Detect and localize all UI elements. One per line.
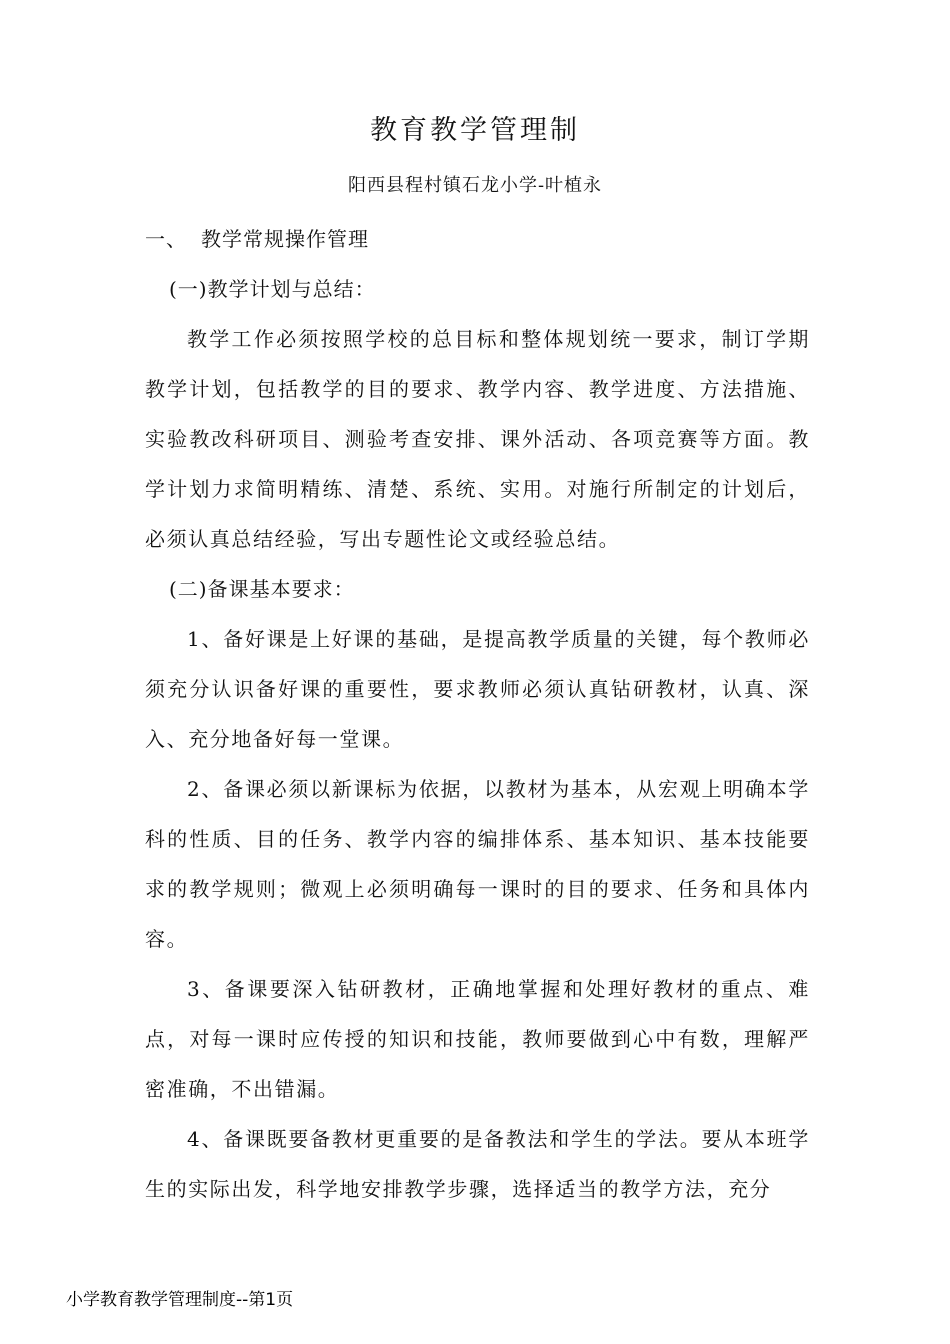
subsection-heading-plan: (一)教学计划与总结： (169, 277, 376, 301)
section-heading (145, 214, 810, 264)
section-title: 教学常规操作管理 (201, 227, 369, 251)
paragraph-plan: 教学工作必须按照学校的总目标和整体规划统一要求，制订学期教学计划，包括教学的目的要求、教学内容、教学进度、方法措施、实验教改科研项目、测验考查安排、课外活动、各项竞赛等方面。教学计划力求简明精练、清楚、系统、实用。对施行所制定的计划后，必须认真总结经验，写出专题性论文或经验总结。 (145, 327, 810, 551)
document-author: 阳西县程村镇石龙小学-叶植永 (347, 175, 603, 196)
subsection-heading-prep: (二)备课基本要求： (169, 577, 355, 601)
paragraph-prep-item-4: 4、备课既要备教材更重要的是备教法和学生的学法。要从本班学生的实际出发，科学地安排教学步骤，选择适当的教学方法，充分 (145, 1127, 810, 1201)
paragraph-prep-item-3: 3、备课要深入钻研教材，正确地掌握和处理好教材的重点、难点，对每一课时应传授的知识和技能，教师要做到心中有数，理解严密准确，不出错漏。 (145, 977, 810, 1101)
paragraph-prep-item-1: 1、备好课是上好课的基础，是提高教学质量的关键，每个教师必须充分认识备好课的重要性，要求教师必须认真钻研教材，认真、深入、充分地备好每一堂课。 (145, 627, 810, 751)
page-footer: 小学教育教学管理制度--第1页 (66, 1290, 294, 1310)
section-number: 一、 (145, 227, 187, 251)
document-body (145, 214, 810, 1214)
paragraph-prep-item-2: 2、备课必须以新课标为依据，以教材为基本，从宏观上明确本学科的性质、目的任务、教学内容的编排体系、基本知识、基本技能要求的教学规则；微观上必须明确每一课时的目的要求、任务和具体内容。 (145, 777, 810, 951)
document-title: 教育教学管理制 (370, 115, 580, 146)
